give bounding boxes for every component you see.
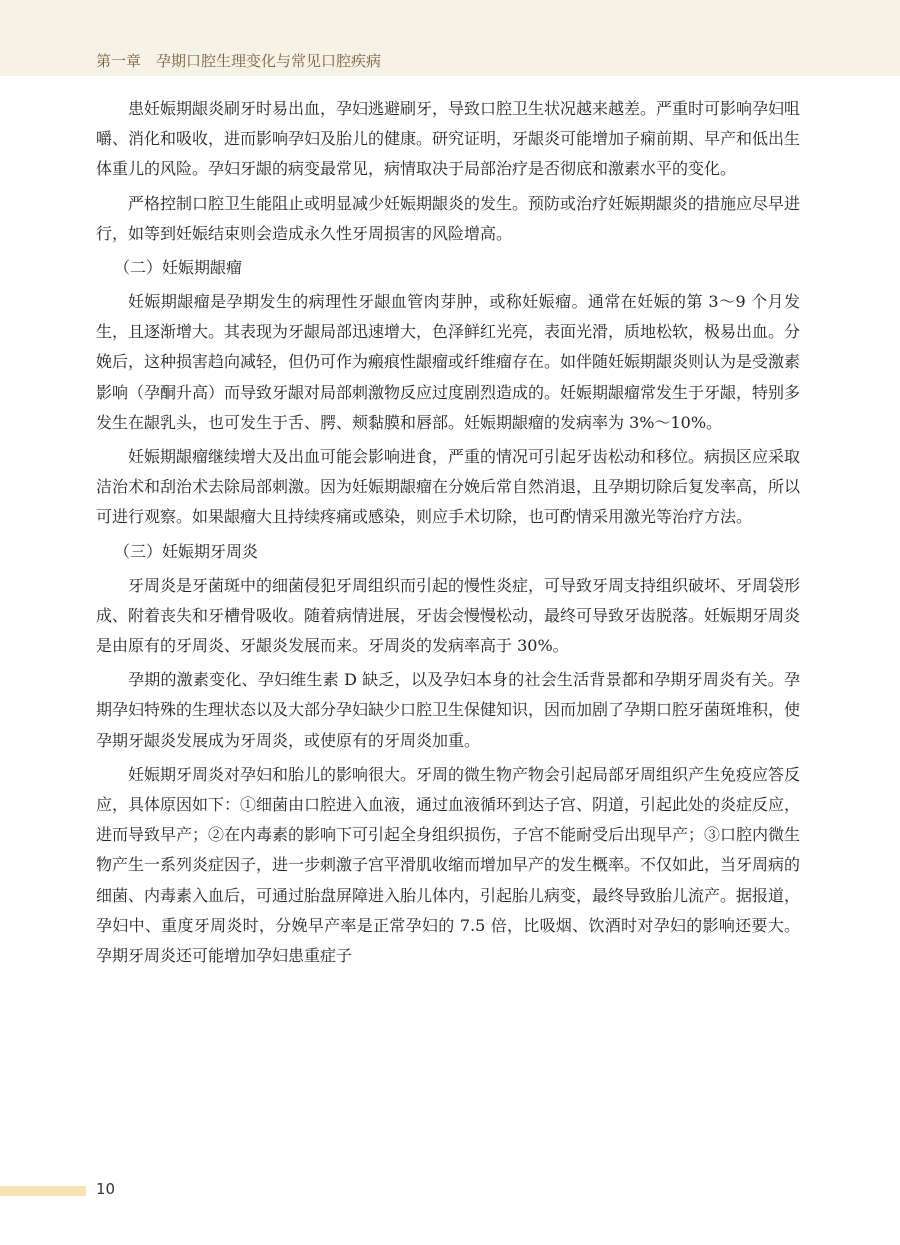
chapter-title: 第一章 孕期口腔生理变化与常见口腔疾病 [96, 52, 382, 70]
paragraph-gingivitis-bleeding: 患妊娠期龈炎刷牙时易出血，孕妇逃避刷牙，导致口腔卫生状况越来越差。严重时可影响孕妇咀嚼、消化和吸收，进而影响孕妇及胎儿的健康。研究证明，牙龈炎可能增加子痫前期、早产和低出生体重儿的风险。孕妇牙龈的病变最常见，病情取决于局部治疗是否彻底和激素水平的变化。 [96, 99, 801, 179]
paragraph-gingivitis-prevention: 严格控制口腔卫生能阻止或明显减少妊娠期龈炎的发生。预防或治疗妊娠期龈炎的措施应尽早进行，如等到妊娠结束则会造成永久性牙周损害的风险增高。 [96, 193, 801, 243]
paragraph-epulis-definition: 妊娠期龈瘤是孕期发生的病理性牙龈血管肉芽肿，或称妊娠瘤。通常在妊娠的第 3～9 个月发生，且逐渐增大。其表现为牙龈局部迅速增大，色泽鲜红光亮，表面光滑，质地松软，极易出血。分娩后，这种损害趋向减轻，但仍可作为瘢痕性龈瘤或纤维瘤存在。如伴随妊娠期龈炎则认为是受激素影响（孕酮升高）而导致牙龈对局部刺激物反应过度剧烈造成的。妊娠期龈瘤常发生于牙龈，特别多发生在龈乳头，也可发生于舌、腭、颊黏膜和唇部。妊娠期龈瘤的发病率为 3%～10%。 [96, 292, 801, 432]
paragraph-periodontitis-causes: 孕期的激素变化、孕妇维生素 D 缺乏，以及孕妇本身的社会生活背景都和孕期牙周炎有关。孕期孕妇特殊的生理状态以及大部分孕妇缺少口腔卫生保健知识，因而加剧了孕期口腔牙菌斑堆积，使孕期牙龈炎发展成为牙周炎，或使原有的牙周炎加重。 [96, 670, 801, 750]
page-number: 10 [96, 1180, 116, 1198]
section-heading-pregnancy-epulis: （二）妊娠期龈瘤 [114, 258, 243, 278]
footer-accent-band [0, 1186, 86, 1196]
page-body [96, 94, 800, 975]
paragraph-epulis-treatment: 妊娠期龈瘤继续增大及出血可能会影响进食，严重的情况可引起牙齿松动和移位。病损区应采取洁治术和刮治术去除局部刺激。因为妊娠期龈瘤在分娩后常自然消退，且孕期切除后复发率高，所以可进行观察。如果龈瘤大且持续疼痛或感染，则应手术切除，也可酌情采用激光等治疗方法。 [96, 447, 801, 527]
section-heading-pregnancy-periodontitis: （三）妊娠期牙周炎 [114, 541, 259, 561]
paragraph-periodontitis-definition: 牙周炎是牙菌斑中的细菌侵犯牙周组织而引起的慢性炎症，可导致牙周支持组织破坏、牙周袋形成、附着丧失和牙槽骨吸收。随着病情进展，牙齿会慢慢松动，最终可导致牙齿脱落。妊娠期牙周炎是由原有的牙周炎、牙龈炎发展而来。牙周炎的发病率高于 30%。 [96, 575, 801, 656]
paragraph-periodontitis-effects: 妊娠期牙周炎对孕妇和胎儿的影响很大。牙周的微生物产物会引起局部牙周组织产生免疫应答反应，具体原因如下：①细菌由口腔进入血液，通过血液循环到达子宫、阴道，引起此处的炎症反应，进而导致早产；②在内毒素的影响下可引起全身组织损伤，子宫不能耐受后出现早产；③口腔内微生物产生一系列炎症因子，进一步刺激子宫平滑肌收缩而增加早产的发生概率。不仅如此，当牙周病的细菌、内毒素入血后，可通过胎盘屏障进入胎儿体内，引起胎儿病变，最终导致胎儿流产。据报道，孕妇中、重度牙周炎时，分娩早产率是正常孕妇的 7.5 倍，比吸烟、饮酒时对孕妇的影响还要大。孕期牙周炎还可能增加孕妇患重症子 [96, 764, 801, 966]
